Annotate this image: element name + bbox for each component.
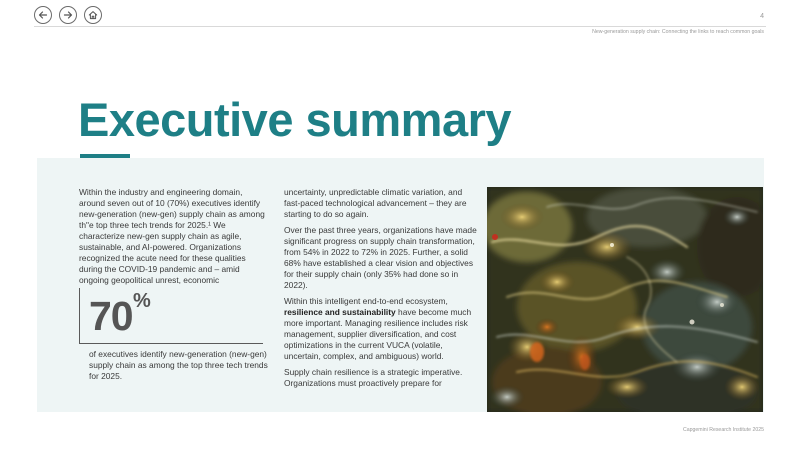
emphasis-resilience: resilience and sustainability	[284, 307, 396, 317]
report-title: New-generation supply chain: Connecting the links to reach common goals	[592, 29, 764, 35]
paragraph-resilience: Within this intelligent end-to-end ecosystem, resilience and sustainability have become much more important. Managing resilience includes risk management, supplier diversification, and cost optimizations in the current VUCA (volatile, uncertain, complex, and ambiguous) world.	[284, 296, 472, 361]
hero-photo	[487, 187, 763, 412]
intro-paragraph: Within the industry and engineering domain, around seven out of 10 (70%) executives identify new-generation (new-gen) supply chain as among th"e top three tech trends for 2025.¹ We characterize new-gen supply chain as agile, sustainable, and AI-powered. Organizations recognized the acute need for these qualities during the COVID-19 pandemic and – amid ongoing geopolitical unrest, economic	[79, 187, 265, 285]
stat-unit: %	[133, 290, 151, 312]
forward-button[interactable]	[59, 6, 77, 24]
paragraph-uncertainty: uncertainty, unpredictable climatic variation, and fast-paced technological advancement – they are starting to do so again.	[284, 187, 467, 219]
navigation-controls	[34, 6, 102, 24]
arrow-left-icon	[38, 10, 48, 20]
footer-credit: Capgemini Research Institute 2025	[682, 427, 764, 433]
stat-callout	[79, 288, 263, 344]
stat-value: 70	[89, 293, 133, 339]
stat-caption: of executives identify new-generation (new-gen) supply chain as among the top three tech trends for 2025.	[89, 349, 268, 381]
home-button[interactable]	[84, 6, 102, 24]
paragraph-progress: Over the past three years, organizations have made significant progress on supply chain transformation, from 54% in 2022 to 72% in 2025. Further, a solid 68% have established a clear vision and objectives for their supply chain (only 35% had done so in 2022).	[284, 225, 477, 290]
header-divider	[34, 26, 766, 27]
paragraph-imperative: Supply chain resilience is a strategic imperative. Organizations must proactively prepare for	[284, 367, 463, 388]
home-icon	[88, 10, 98, 20]
column-middle	[284, 187, 479, 394]
back-button[interactable]	[34, 6, 52, 24]
arrow-right-icon	[63, 10, 73, 20]
page-title: Executive summary	[78, 93, 512, 146]
page-number: 4	[760, 13, 764, 20]
column-left	[79, 187, 269, 291]
